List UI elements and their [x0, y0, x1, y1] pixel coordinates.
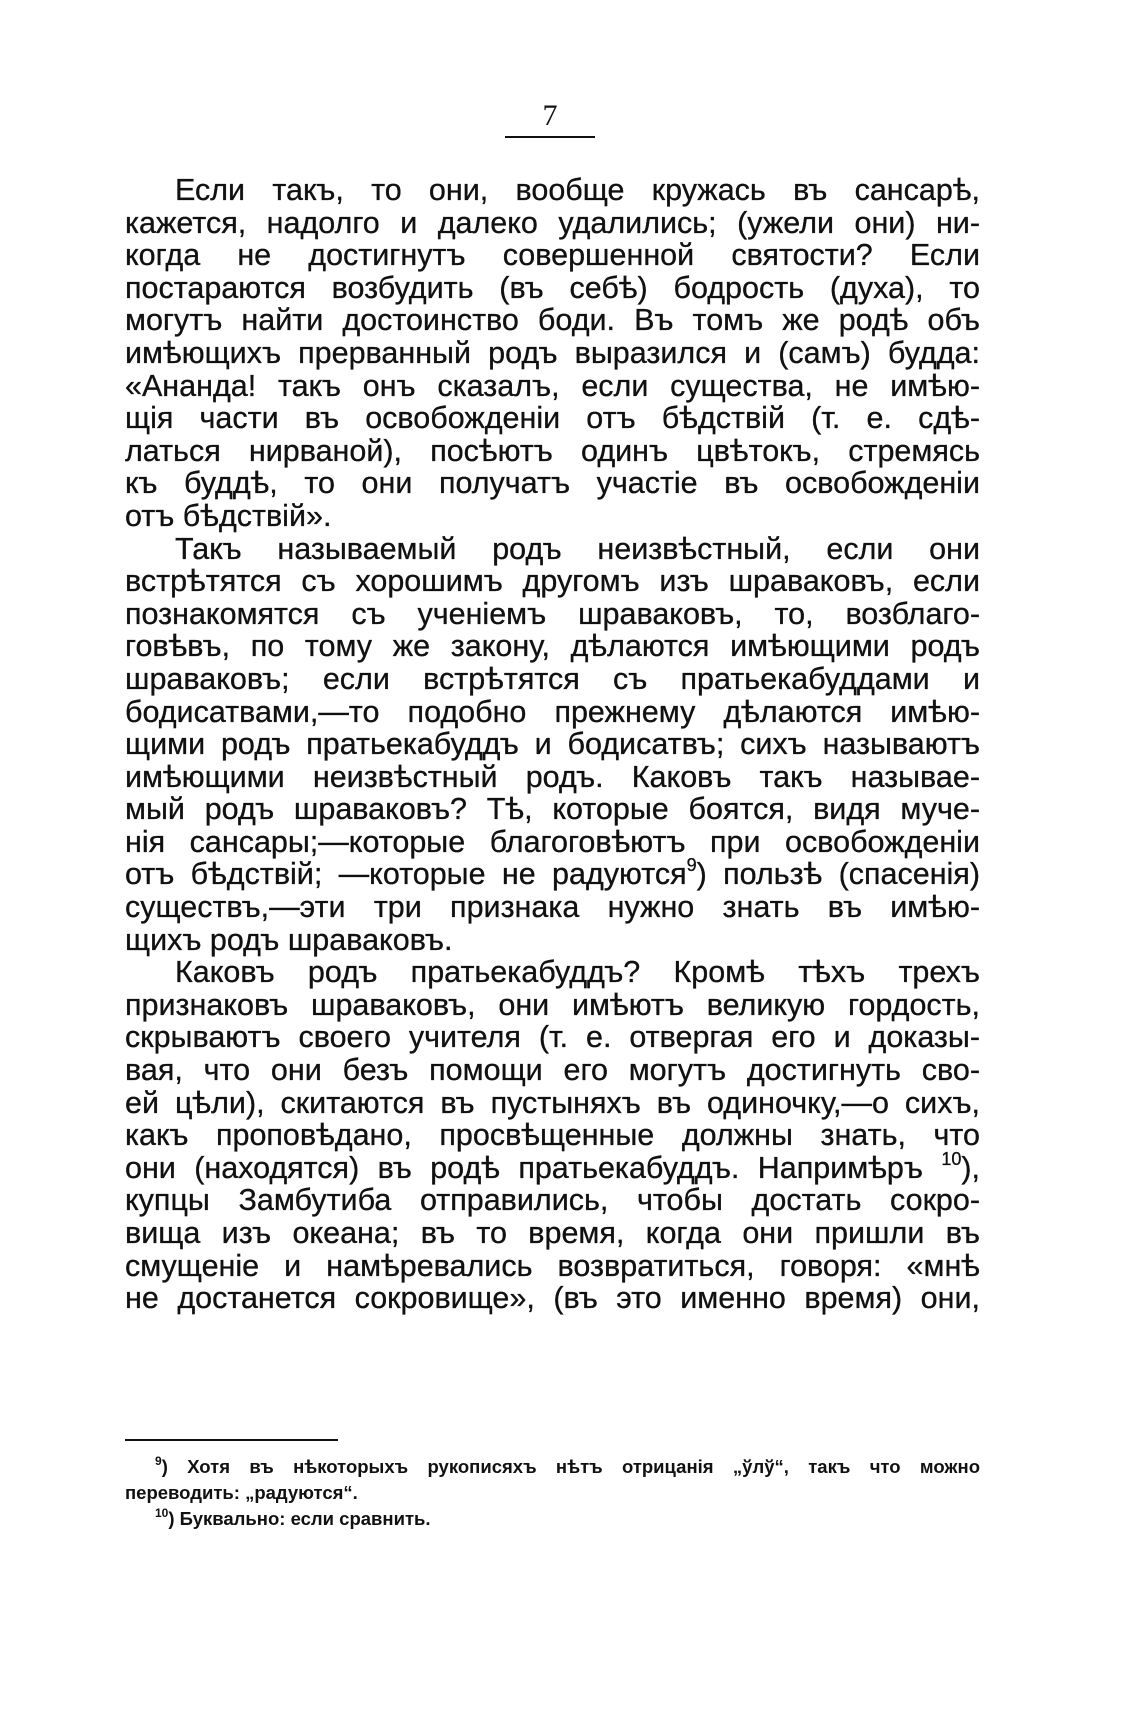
text-segment: ) пользѣ (спасенія)	[696, 857, 980, 892]
footnote-mark: 10	[155, 1505, 169, 1520]
text-line: вая, что они безъ помощи его могутъ достигнуть сво-	[125, 1053, 980, 1088]
text-line: когда не достигнутъ совершенной святости? Если	[125, 238, 980, 273]
text-line: вища изъ океана; въ то время, когда они пришли въ	[125, 1216, 980, 1250]
footnote-9-continued: переводить: „радуются“.	[125, 1482, 358, 1503]
text-segment: они (находятся) въ родѣ пратьекабуддъ. Напримѣръ	[125, 1150, 942, 1185]
text-line: смущеніе и намѣревались возвратиться, говоря: «мнѣ	[125, 1248, 980, 1283]
text-line: щія части въ освобожденіи отъ бѣдствій (т. е. сдѣ-	[125, 401, 980, 436]
text-line: къ буддѣ, то они получатъ участіе въ освобожденіи	[125, 466, 980, 501]
text-line: купцы Замбутиба отправились, чтобы достать сокро-	[125, 1183, 980, 1218]
footnote-text: ) Хотя въ нѣкоторыхъ рукописяхъ нѣтъ отрицанія „ўлў“, такъ что можно	[161, 1456, 980, 1477]
footnote-9	[125, 1454, 980, 1480]
text-line-with-footnote-ref	[125, 1148, 980, 1185]
body-text	[125, 174, 980, 1315]
footnote-10	[125, 1506, 980, 1532]
text-line: имѣющихъ прерванный родъ выразился и (самъ) будда:	[125, 335, 980, 370]
text-line: постараются возбудить (въ себѣ) бодрость (духа), то	[125, 270, 980, 305]
text-line: не достанется сокровище», (въ это именно время) они,	[125, 1281, 980, 1316]
text-line: признаковъ шраваковъ, они имѣютъ великую гордость,	[125, 987, 980, 1022]
text-line: Если такъ, то они, вообще кружась въ сансарѣ,	[175, 173, 980, 207]
text-line: шраваковъ; если встрѣтятся съ пратьекабуддами и	[125, 661, 980, 696]
text-line: мый родъ шраваковъ? Тѣ, которые боятся, видя муче-	[125, 792, 980, 827]
text-line-with-footnote-ref	[125, 855, 980, 892]
page-number: 7	[505, 98, 595, 138]
footnote-text: ) Буквально: если сравнить.	[168, 1508, 431, 1529]
text-line: щихъ родъ шраваковъ.	[125, 922, 453, 957]
footnotes	[125, 1454, 980, 1532]
text-line: могутъ найти достоинство боди. Въ томъ же родѣ объ	[125, 303, 980, 338]
text-line: «Ананда! такъ онъ сказалъ, если существа, не имѣю-	[125, 368, 980, 403]
text-line: кажется, надолго и далеко удалились; (ужели они) ни-	[125, 205, 980, 240]
text-line: скрываютъ своего учителя (т. е. отвергая его и доказы-	[125, 1020, 980, 1055]
text-line: бодисатвами,—то подобно прежнему дѣлаются имѣю-	[125, 694, 980, 729]
text-line: имѣющими неизвѣстный родъ. Каковъ такъ называе-	[125, 759, 980, 794]
text-line: отъ бѣдствій».	[125, 498, 332, 533]
text-line: нія сансары;—которые благоговѣютъ при освобожденіи	[125, 824, 980, 859]
footnote-divider	[125, 1439, 338, 1441]
text-line: существъ,—эти три признака нужно знать въ имѣю-	[125, 890, 980, 925]
footnote-mark: 9	[155, 1453, 162, 1468]
text-line: познакомятся съ ученіемъ шраваковъ, то, возблаго-	[125, 596, 980, 631]
text-line: встрѣтятся съ хорошимъ другомъ изъ шраваковъ, если	[125, 564, 980, 599]
footnote-ref-9: 9	[686, 855, 697, 876]
text-line: щими родъ пратьекабуддъ и бодисатвъ; сихъ называютъ	[125, 727, 980, 762]
text-segment: отъ бѣдствій; —которые не радуются	[125, 857, 687, 892]
text-line: говѣвъ, по тому же закону, дѣлаются имѣющими родъ	[125, 629, 980, 664]
text-line: Такъ называемый родъ неизвѣстный, если они	[175, 531, 980, 566]
text-line: ей цѣли), скитаются въ пустыняхъ въ одиночку,—о сихъ,	[125, 1085, 980, 1120]
text-line: какъ проповѣдано, просвѣщенные должны знать, что	[125, 1118, 980, 1153]
text-segment: ),	[961, 1150, 980, 1185]
text-line: латься нирваной), посѣютъ одинъ цвѣтокъ, стремясь	[125, 433, 980, 468]
footnote-ref-10: 10	[941, 1148, 962, 1169]
text-line: Каковъ родъ пратьекабуддъ? Кромѣ тѣхъ трехъ	[175, 955, 980, 990]
